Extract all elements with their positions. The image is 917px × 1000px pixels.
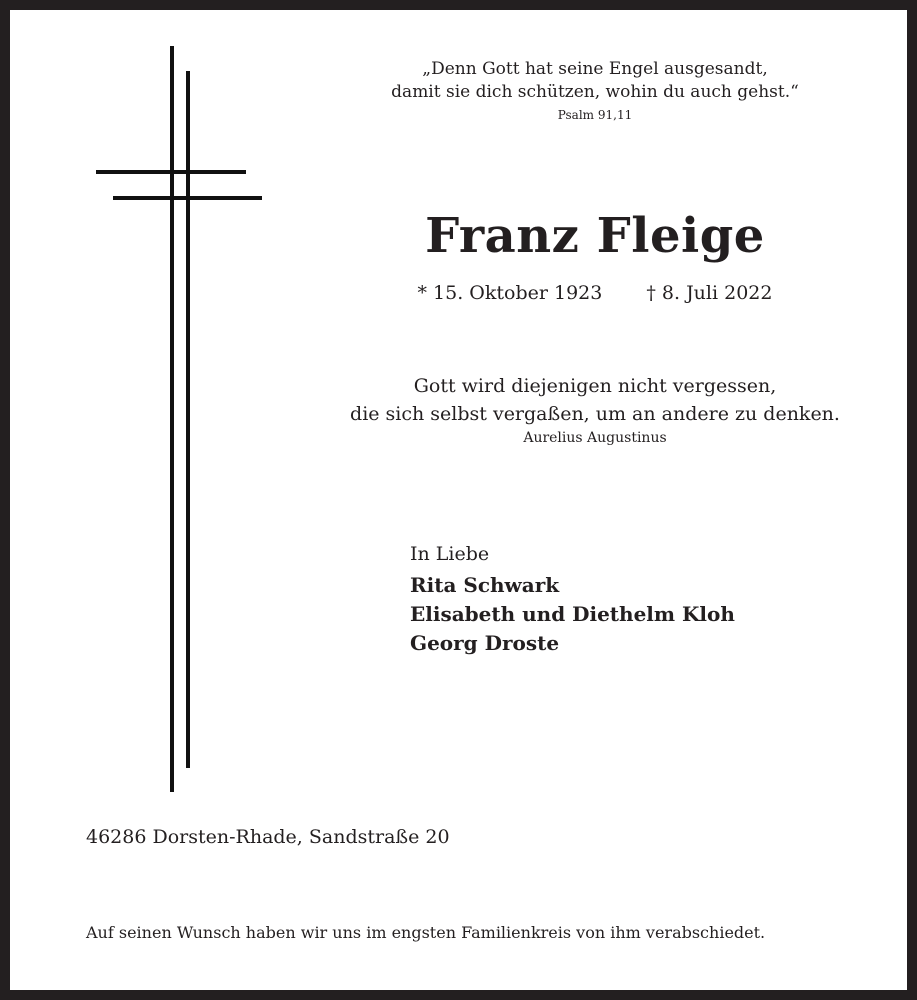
mourner-name: Elisabeth und Diethelm Kloh xyxy=(410,602,735,626)
memorial-quote-line: Gott wird diejenigen nicht vergessen, xyxy=(413,375,777,397)
life-dates xyxy=(280,280,910,306)
cross-horizontal-bar xyxy=(113,196,262,200)
birth-date: * 15. Oktober 1923 xyxy=(417,282,603,304)
mourner-name: Georg Droste xyxy=(410,631,560,655)
opening-quote-line: damit sie dich schützen, wohin du auch gehst.“ xyxy=(391,82,799,102)
mourner-name: Rita Schwark xyxy=(410,573,560,597)
mourners-intro: In Liebe xyxy=(410,543,490,565)
cross-vertical-bar xyxy=(186,71,190,768)
quote-author: Aurelius Augustinus xyxy=(523,430,667,446)
cross-vertical-bar xyxy=(170,46,174,792)
opening-quote-line: „Denn Gott hat seine Engel ausgesandt, xyxy=(422,59,768,79)
mourners-list xyxy=(410,571,735,658)
memorial-quote-line: die sich selbst vergaßen, um an andere zu denken. xyxy=(350,403,840,425)
quote-reference: Psalm 91,11 xyxy=(557,108,633,122)
memorial-quote xyxy=(280,372,910,448)
deceased-name: Franz Fleige xyxy=(425,208,765,264)
family-address: 46286 Dorsten-Rhade, Sandstraße 20 xyxy=(86,826,450,848)
cross-horizontal-bar xyxy=(96,170,246,174)
death-date: † 8. Juli 2022 xyxy=(646,282,773,304)
farewell-note: Auf seinen Wunsch haben wir uns im engsten Familienkreis von ihm verabschiedet. xyxy=(86,923,766,942)
mourners-block xyxy=(410,540,735,658)
opening-quote xyxy=(280,58,910,124)
